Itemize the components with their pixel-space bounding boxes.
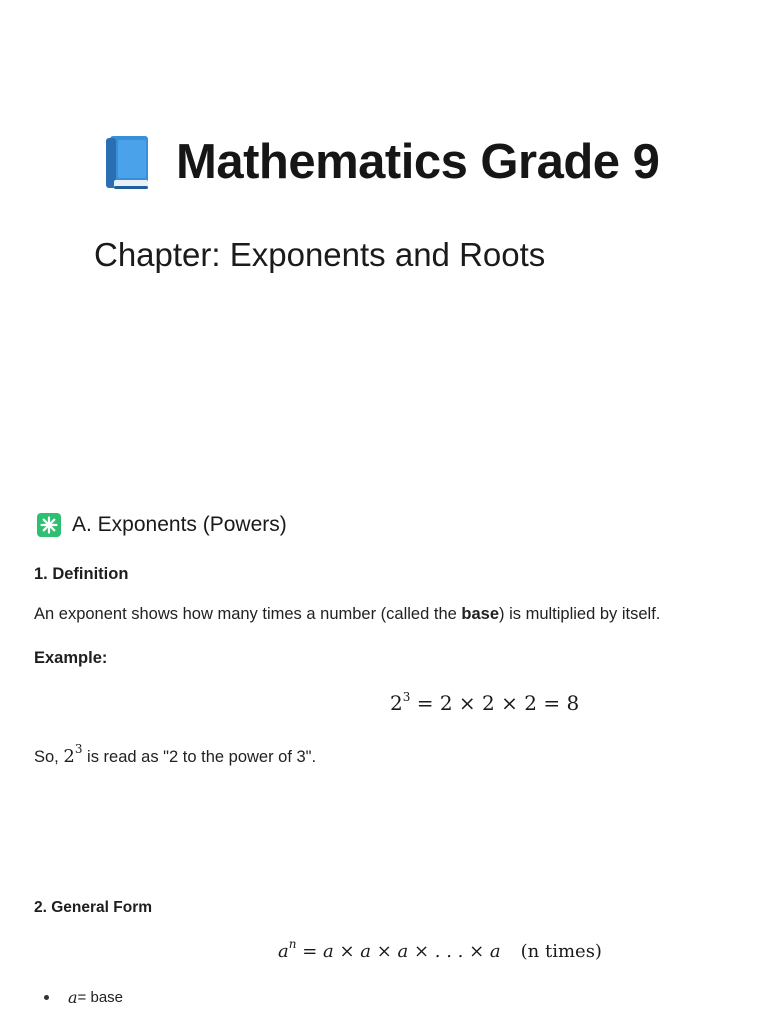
document-title: Mathematics Grade 9 bbox=[176, 135, 660, 189]
definition-text-start: An exponent shows how many times a number (called the bbox=[34, 605, 462, 623]
example-equation bbox=[390, 690, 579, 715]
bullet-variable: a bbox=[68, 988, 78, 1007]
equation-exponent: 3 bbox=[402, 690, 411, 704]
section-a-heading-row bbox=[37, 510, 287, 540]
section-a-title: A. Exponents (Powers) bbox=[72, 513, 287, 536]
equation-rhs: = 2 × 2 × 2 = 8 bbox=[410, 691, 580, 715]
chapter-heading: Chapter: Exponents and Roots bbox=[94, 236, 546, 273]
general-base: a bbox=[278, 941, 289, 962]
general-form-equation bbox=[278, 937, 602, 962]
equation-base: 2 bbox=[390, 691, 403, 715]
reading-explanation bbox=[34, 742, 316, 767]
bullet-dot bbox=[44, 995, 49, 1000]
list-item bbox=[44, 988, 123, 1007]
general-rhs: = a × a × a × . . . × a bbox=[296, 941, 501, 962]
example-label: Example: bbox=[34, 649, 108, 667]
definition-paragraph bbox=[34, 605, 660, 624]
inline-base: 2 bbox=[63, 746, 75, 767]
definition-text-end: ) is multiplied by itself. bbox=[499, 605, 661, 623]
blue-book-icon bbox=[104, 134, 150, 190]
so-suffix: is read as "2 to the power of 3". bbox=[82, 748, 317, 766]
general-form-heading: 2. General Form bbox=[34, 899, 153, 916]
so-prefix: So, bbox=[34, 748, 64, 766]
inline-power bbox=[63, 742, 83, 767]
sparkle-icon bbox=[37, 513, 61, 537]
definition-bold-base: base bbox=[461, 605, 499, 623]
bullet-text: = base bbox=[77, 989, 124, 1006]
inline-exponent: 3 bbox=[74, 742, 83, 756]
document-title-row bbox=[104, 130, 659, 194]
general-exponent: n bbox=[288, 937, 297, 951]
definition-heading: 1. Definition bbox=[34, 565, 129, 583]
general-note: (n times) bbox=[520, 941, 602, 962]
